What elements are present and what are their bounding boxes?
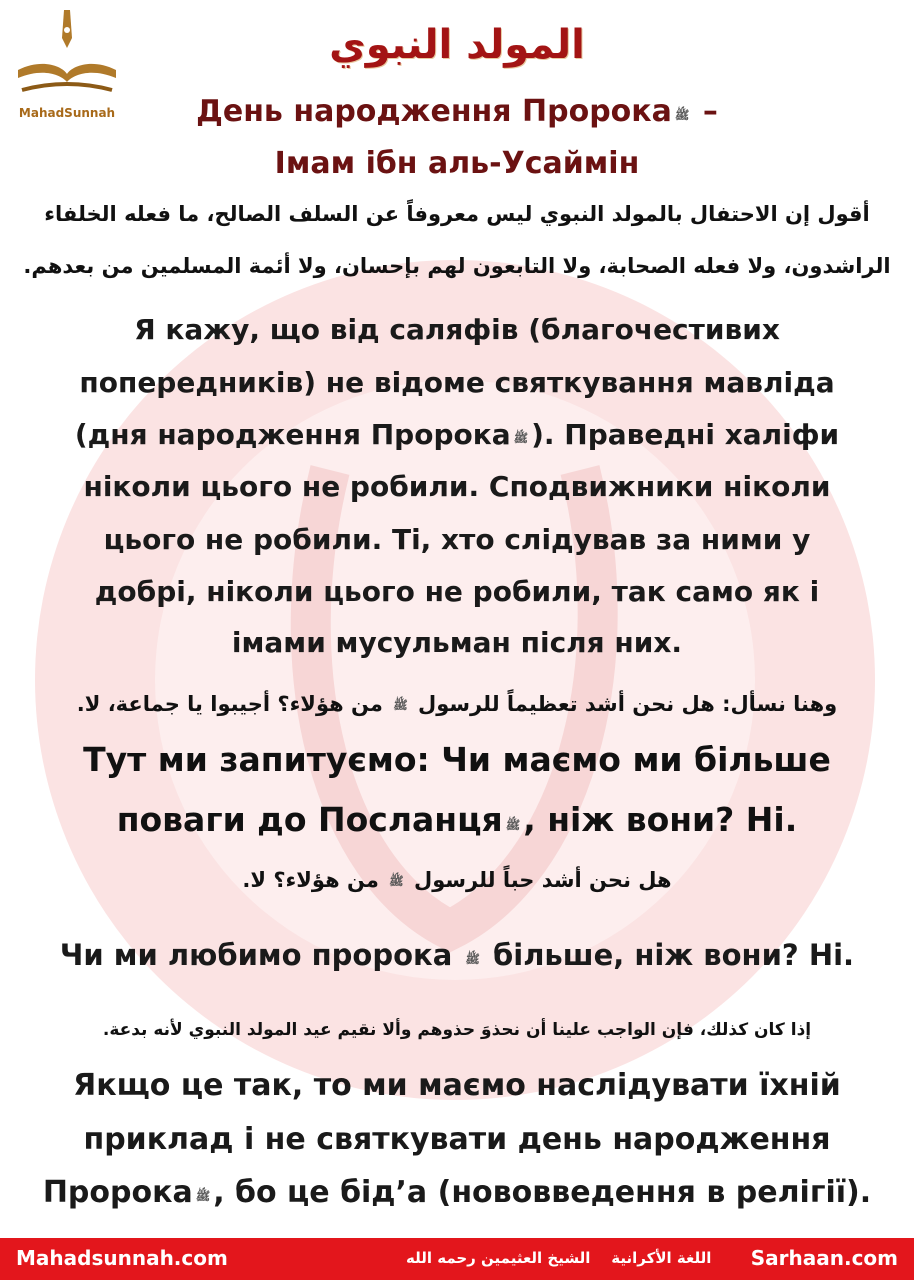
intro-ukrainian-line-7: імами мусульман після них. <box>231 626 683 659</box>
footer-bar <box>0 1238 914 1280</box>
page-title-ukrainian <box>0 94 914 129</box>
text-span: (дня народження Пророка <box>74 418 511 451</box>
question-2-ukrainian <box>0 938 914 972</box>
text-span: ). Праведні халіфи <box>531 418 840 451</box>
page-subtitle-author: Імам ібн аль-Усаймін <box>274 146 640 181</box>
intro-ukrainian-line-3 <box>0 418 914 451</box>
text-span: більше, ніж вони? Ні. <box>493 938 855 972</box>
salawat-icon: ﷺ <box>505 817 521 832</box>
intro-arabic-line-2: الراشدون، ولا فعله الصحابة، ولا التابعون لهم بإحسان، ولا أئمة المسلمين من بعدهم. <box>23 254 891 278</box>
page-title-arabic: المولد النبوي <box>329 22 585 68</box>
salawat-icon: ﷺ <box>195 1188 211 1203</box>
conclusion-arabic: إذا كان كذلك، فإن الواجب علينا أن نحذوَ حذوهم وألا نقيم عيد المولد النبوي لأنه بدعة. <box>102 1020 812 1040</box>
logo-brand-label: MahadSunnah <box>18 106 116 120</box>
question-2-arabic <box>0 868 914 892</box>
footer-author: الشيخ العثيمين رحمه الله <box>406 1249 591 1267</box>
text-span: , ніж вони? Ні. <box>523 800 798 839</box>
question-1-ukrainian-line-2 <box>0 800 914 839</box>
text-span: هل نحن أشد حباً للرسول <box>413 868 672 892</box>
conclusion-ukrainian-line-1: Якщо це так, то ми маємо наслідувати їхній <box>73 1068 841 1103</box>
intro-ukrainian-line-4: ніколи цього не робили. Сподвижники ніколи <box>83 470 831 503</box>
question-1-ukrainian-line-1: Тут ми запитуємо: Чи маємо ми більше <box>83 740 831 779</box>
salawat-icon: ﷺ <box>674 107 690 122</box>
salawat-icon: ﷺ <box>513 430 529 445</box>
conclusion-ukrainian-line-2: приклад і не святкувати день народження <box>83 1122 831 1157</box>
footer-language: اللغة الأكرانية <box>611 1249 712 1267</box>
conclusion-ukrainian-line-3 <box>0 1175 914 1210</box>
intro-ukrainian-line-1: Я кажу, що від саляфів (благочестивих <box>134 313 780 346</box>
salawat-icon: ﷺ <box>389 873 404 888</box>
text-span: Пророка <box>42 1175 193 1210</box>
intro-arabic-line-1: أقول إن الاحتفال بالمولد النبوي ليس معروفاً عن السلف الصالح، ما فعله الخلفاء <box>44 202 870 226</box>
intro-ukrainian-line-2: попередників) не відоме святкування мавліда <box>79 366 835 399</box>
text-span: поваги до Посланця <box>116 800 503 839</box>
footer-author-language <box>406 1249 711 1267</box>
intro-ukrainian-line-6: добрі, ніколи цього не робили, так само як і <box>94 575 820 608</box>
text-span: من هؤلاء؟ أجيبوا يا جماعة، لا. <box>76 692 383 716</box>
salawat-icon: ﷺ <box>393 697 408 712</box>
mahadsunnah-logo <box>4 8 130 126</box>
text-span: Чи ми любимо пророка <box>59 938 453 972</box>
pen-and-book-logo-icon <box>12 8 122 104</box>
footer-website-right[interactable]: Sarhaan.com <box>750 1246 898 1270</box>
salawat-icon: ﷺ <box>465 951 480 966</box>
text-span: وهنا نسأل: هل نحن أشد تعظيماً للرسول <box>418 692 838 716</box>
intro-ukrainian-line-5: цього не робили. Ті, хто слідував за ними у <box>103 523 811 556</box>
text-span: , бо це бід’а (нововведення в релігії). <box>213 1175 872 1210</box>
title-dash: – <box>692 94 718 129</box>
question-1-arabic <box>0 692 914 716</box>
footer-website-left[interactable]: Mahadsunnah.com <box>16 1246 228 1270</box>
text-span: من هؤلاء؟ لا. <box>242 868 379 892</box>
title-text: День народження Пророка <box>196 94 672 129</box>
